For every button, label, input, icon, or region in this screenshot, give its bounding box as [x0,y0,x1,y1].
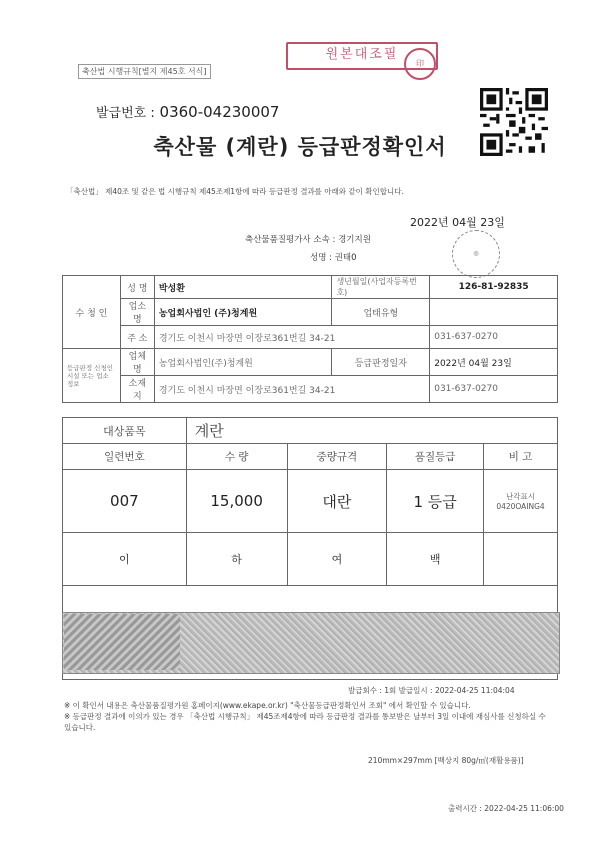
qr-code-icon [480,88,548,156]
inspector-name: 성명 : 권태0 [310,253,357,263]
document-title: 축산물 (계란) 등급판정확인서 [153,135,447,159]
verification-stamp: 원본대조필 [286,42,438,70]
fill-char-3: 여 [287,533,387,586]
shell-marking-label: 난각표시 [506,492,535,501]
applicant-address: 경기도 이천시 마장면 이장로361번길 34-21 [154,326,429,349]
shell-marking [484,470,558,533]
footnotes [64,700,554,733]
col-header-note: 비 고 [484,444,558,470]
grading-phone: 031-637-0270 [430,376,558,403]
col-header-serial: 일련번호 [63,444,187,470]
business-type-label: 업태유형 [332,299,430,326]
quantity: 15,000 [186,470,287,533]
company-label: 업소명 [120,299,154,326]
fill-char-5 [484,533,558,586]
grading-section-label: 등급판정 신청인 시설 또는 업소 정보 [63,349,121,403]
inspector-seal-icon: ◎ [452,230,500,278]
footnote-2: ※ 등급판정 결과에 이의가 있는 경우 「축산법 시행규칙」 제45조제4항에 따라 등급판정 결과를 통보받은 날부터 3일 이내에 재심사를 신청하실 수 있습니다. [64,712,546,732]
business-registration-number: 126-81-92835 [430,276,558,299]
inspector-affiliation: 축산물품질평가사 소속 : 경기지원 [245,235,371,245]
footnote-1: ※ 이 확인서 내용은 축산물품질평가원 홈페이지(www.ekape.or.kr) "축산물등급판정확인서 조회" 에서 확인할 수 있습니다. [64,701,471,710]
issue-date: 2022년 04월 23일 [410,216,505,229]
col-header-grade: 품질등급 [387,444,484,470]
paper-spec: 210mm×297mm [백상지 80g/㎡(재활용품)] [368,756,524,765]
grading-date: 2022년 04월 23일 [430,349,558,376]
serial-number: 007 [63,470,187,533]
product-label: 대상품목 [63,418,187,444]
intro-text: 「축산법」 제40조 및 같은 법 시행규칙 제45조제1항에 따라 등급판정 결과를 아래와 같이 확인합니다. [66,187,404,196]
fill-char-2: 하 [186,533,287,586]
issue-number-value: 0360-04230007 [159,103,280,121]
col-header-weight: 중량규격 [287,444,387,470]
applicant-name: 박성환 [154,276,332,299]
issue-number [96,102,279,121]
applicant-section-label: 수 청 인 [63,276,121,349]
col-header-quantity: 수 량 [186,444,287,470]
name-label: 성 명 [120,276,154,299]
applicant-phone: 031-637-0270 [430,326,558,349]
location-label: 소재지 [120,376,154,403]
grading-date-label: 등급판정일자 [332,349,430,376]
quality-grade: 1 등급 [387,470,484,533]
business-label: 업체명 [120,349,154,376]
weight-class: 대란 [287,470,387,533]
grading-business-name: 농업회사법인(주)청계원 [154,349,332,376]
product-value: 계란 [186,418,557,444]
company-name: 농업회사법인 (주)청계원 [154,299,332,326]
issue-count: 발급회수 : 1회 발급일시 : 2022-04-25 11:04:04 [348,686,515,695]
dob-label: 생년월일(사업자등록번호) [332,276,430,299]
seal-stamp: 印 [404,48,436,80]
grading-location: 경기도 이천시 마장면 이장로361번길 34-21 [154,376,429,403]
form-number: 축산법 시행규칙[별지 제45호 서식] [78,64,211,79]
fill-char-1: 이 [63,533,187,586]
business-type-value [430,299,558,326]
print-time: 출력시간 : 2022-04-25 11:06:00 [448,804,564,813]
fill-char-4: 백 [387,533,484,586]
issue-number-label: 발급번호 : [96,106,155,121]
shell-marking-code: 0420OAING4 [496,502,545,511]
address-label: 주 소 [120,326,154,349]
applicant-info-table [62,275,558,403]
official-seal-area [64,614,180,670]
